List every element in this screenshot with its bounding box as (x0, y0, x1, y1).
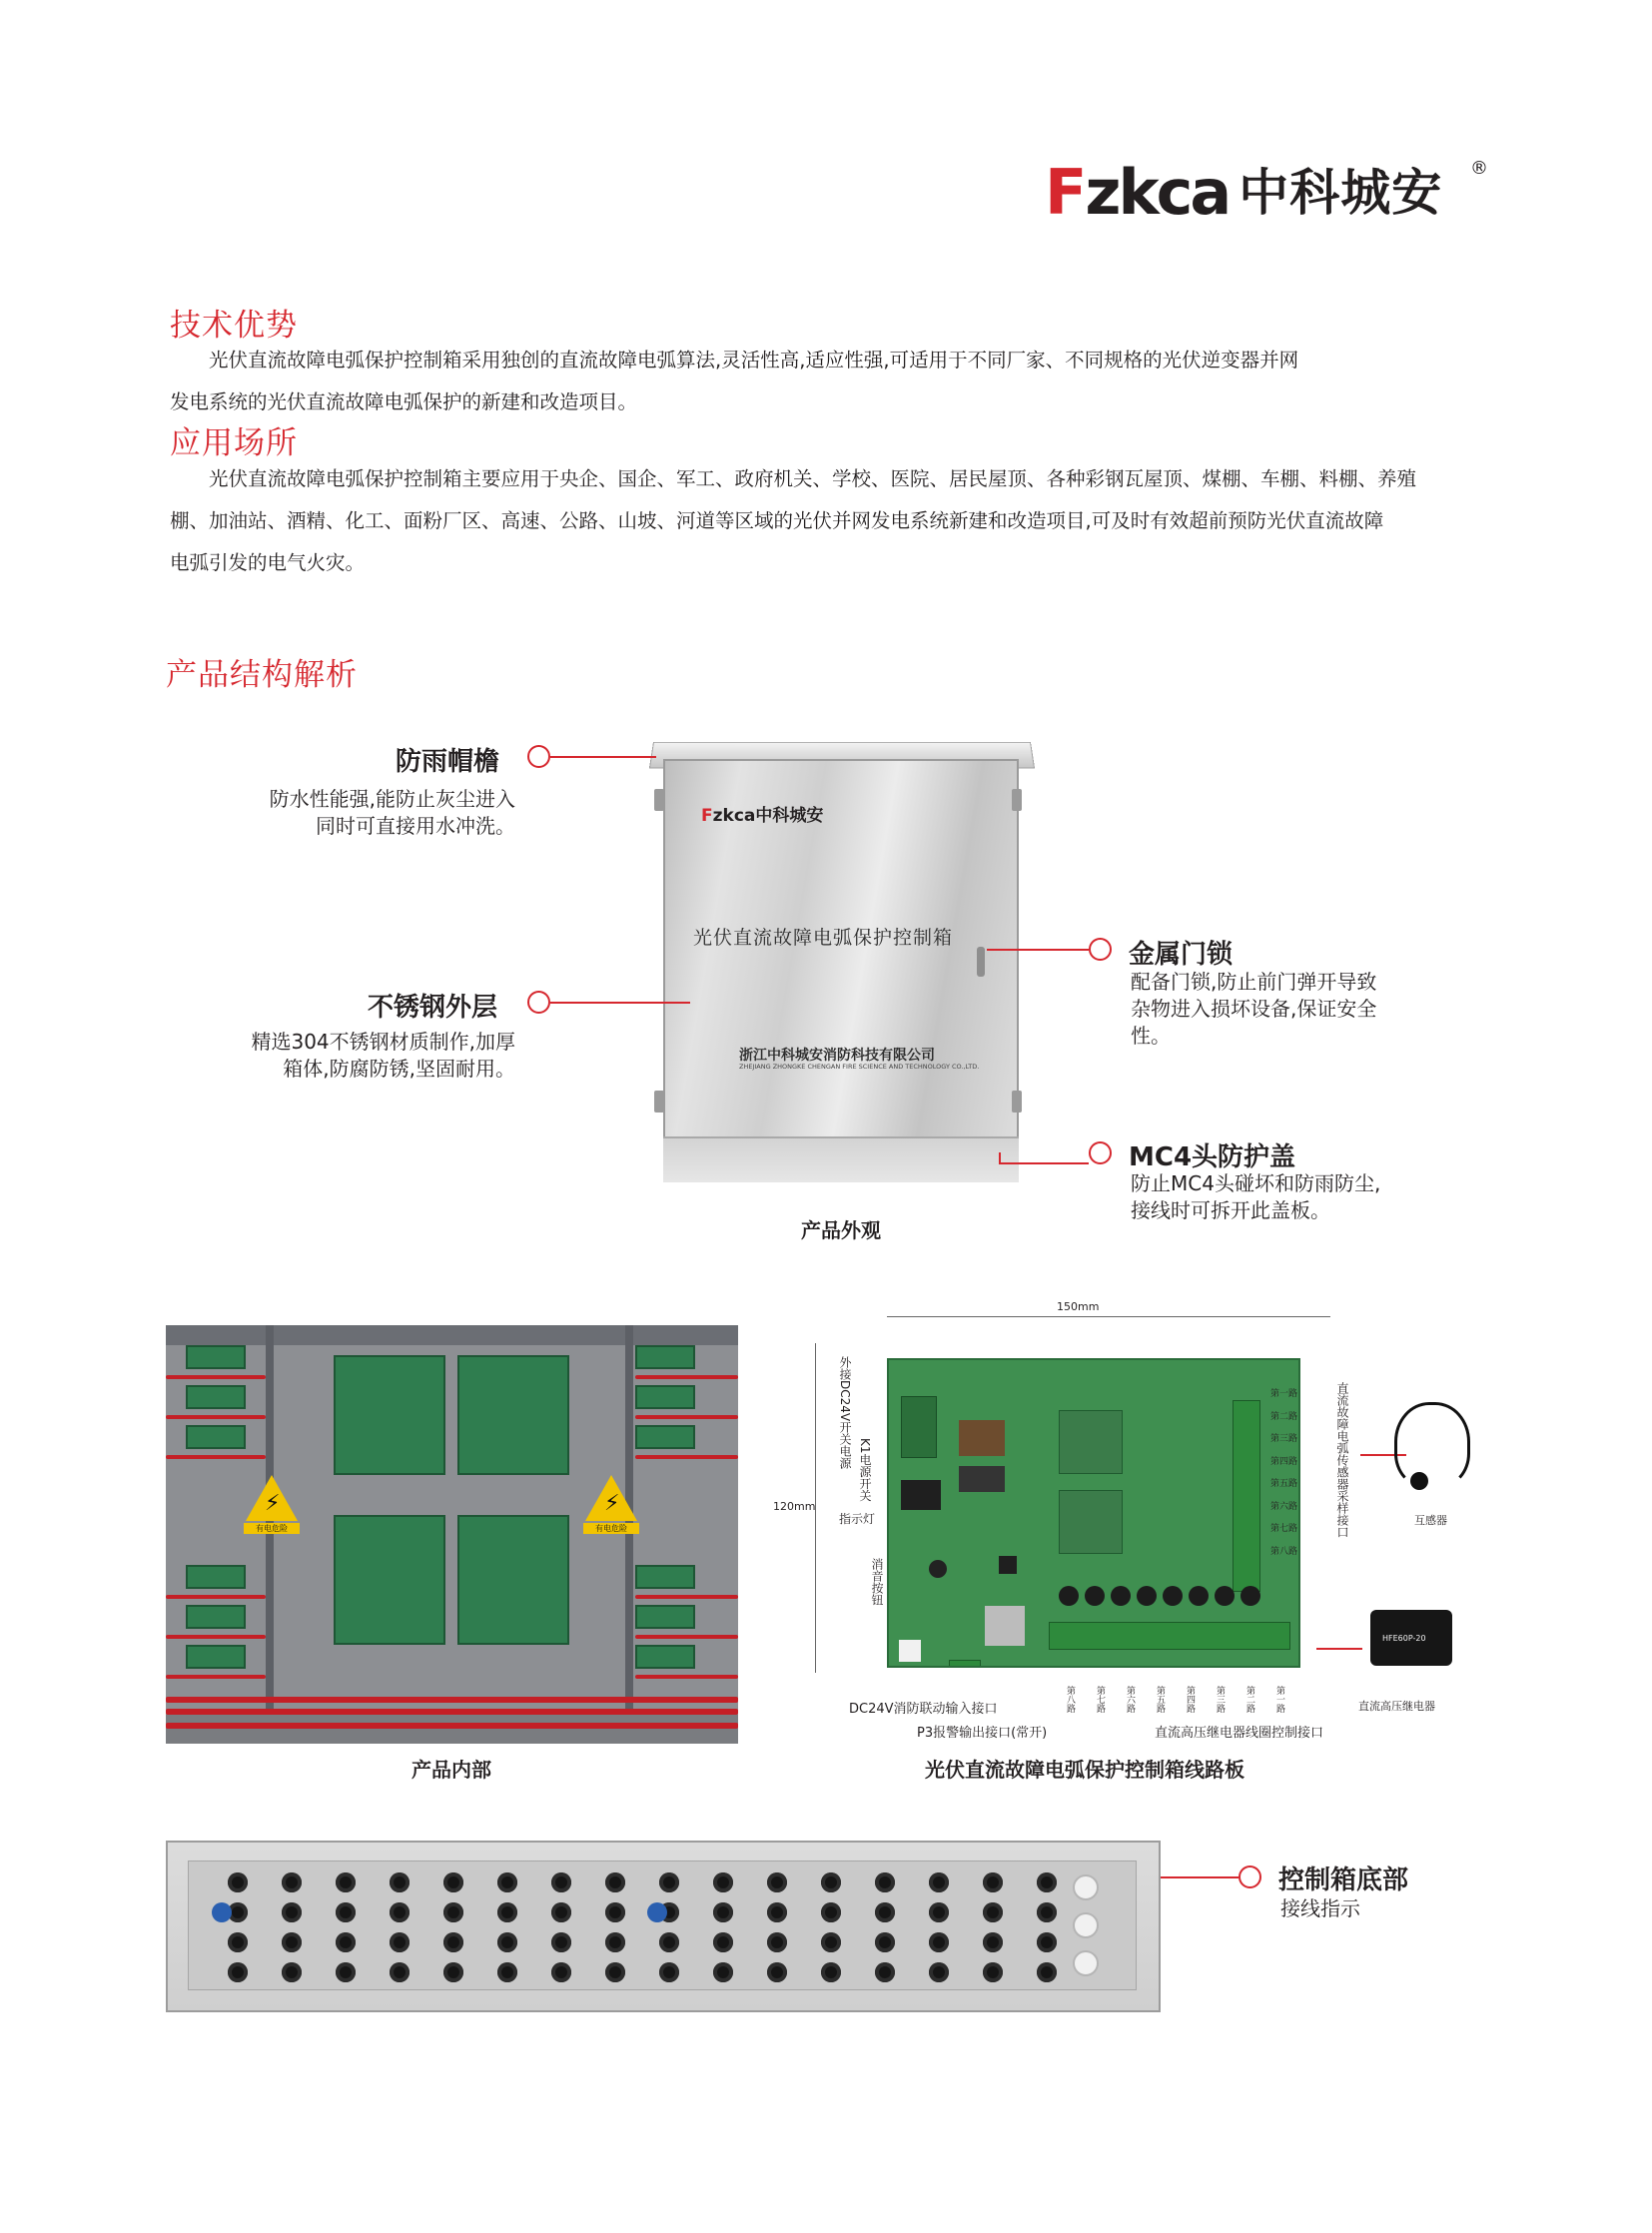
mc4-connector (1037, 1932, 1057, 1952)
channel-labels-bottom (1051, 1686, 1286, 1713)
mc4-connector (1037, 1902, 1057, 1922)
callout-door-lock-line (987, 949, 1089, 951)
hv-relay-label: 直流高压继电器 (1358, 1700, 1435, 1713)
cabinet-mc4-cover (663, 1136, 1019, 1182)
advantages-line-2: 发电系统的光伏直流故障电弧保护的新建和改造项目。 (170, 390, 638, 413)
transformer-sensor (1410, 1472, 1428, 1490)
advantages-line-1: 光伏直流故障电弧保护控制箱采用独创的直流故障电弧算法,灵活性高,适应性强,可适用于不同厂家、不同规格的光伏逆变器并网 (209, 349, 1299, 372)
channel-label: 第七路 (1095, 1686, 1105, 1713)
mc4-connector (605, 1932, 625, 1952)
callout-bottom-title: 控制箱底部 (1278, 1865, 1409, 1895)
mc4-connector (443, 1872, 463, 1892)
mc4-connector (1037, 1872, 1057, 1892)
callout-bottom-marker (1239, 1865, 1261, 1888)
mc4-connector (767, 1872, 787, 1892)
registered-mark: ® (1470, 158, 1488, 179)
channel-label: 第六路 (1125, 1686, 1135, 1713)
lightning-icon: ⚡ (265, 1491, 281, 1516)
arrow-hv-relay (1316, 1648, 1362, 1650)
callout-door-lock-desc (1131, 969, 1440, 1050)
relay-interface-label: 直流高压继电器线圈控制接口 (1155, 1726, 1324, 1741)
mc4-connector (983, 1902, 1003, 1922)
callout-desc-line: 性。 (1131, 1024, 1171, 1048)
breather-valve (212, 1902, 232, 1922)
advantages-paragraph (170, 340, 1478, 423)
callout-rain-hood-title: 防雨帽檐 (396, 747, 500, 777)
channel-label: 第二路 (1244, 1686, 1254, 1713)
heading-applications: 应用场所 (170, 425, 298, 461)
mc4-connector (821, 1932, 841, 1952)
mc4-connector (875, 1962, 895, 1982)
mc4-connector (497, 1902, 517, 1922)
channel-label: 第二路 (1270, 1411, 1298, 1422)
callout-mc4-cover-title: MC4头防护盖 (1129, 1142, 1296, 1172)
channel-label: 第四路 (1185, 1686, 1195, 1713)
dc24-input-label: DC24V消防联动输入接口 (849, 1702, 998, 1717)
callout-desc-line: 接线时可拆开此盖板。 (1131, 1198, 1330, 1222)
mc4-connector (551, 1962, 571, 1982)
mc4-connector (821, 1962, 841, 1982)
channel-label: 第一路 (1270, 1389, 1298, 1399)
callout-desc-line: 防水性能强,能防止灰尘进入 (269, 787, 515, 811)
mc4-connector (282, 1932, 302, 1952)
mc4-connector (767, 1902, 787, 1922)
transformer-cable (1394, 1402, 1470, 1488)
applications-line-2: 棚、加油站、酒精、化工、面粉厂区、高速、公路、山坡、河道等区域的光伏并网发电系统新建和改造项目,可及时有效超前预防光伏直流故障 (170, 509, 1384, 532)
cable-gland (1073, 1874, 1099, 1900)
callout-desc-line: 配备门锁,防止前门弹开导致 (1131, 970, 1377, 994)
callout-rain-hood-line (550, 756, 656, 758)
circuit-board (887, 1358, 1300, 1668)
logo-mark-f: F (1045, 156, 1086, 229)
callout-steel-shell-title: 不锈钢外层 (368, 993, 498, 1023)
mc4-connector (282, 1902, 302, 1922)
mc4-connector (605, 1872, 625, 1892)
logo-chinese-name: 中科城安 (1239, 164, 1443, 222)
callout-desc-line: 杂物进入损坏设备,保证安全 (1131, 997, 1377, 1021)
mute-button-label: 消音按钮 (870, 1558, 884, 1606)
hinge (654, 789, 664, 811)
mc4-connector (336, 1932, 356, 1952)
callout-bottom-line (1161, 1876, 1239, 1878)
channel-label: 第七路 (1270, 1524, 1298, 1534)
channel-label: 第八路 (1065, 1686, 1075, 1713)
cable-gland (1073, 1912, 1099, 1938)
mc4-connector (443, 1932, 463, 1952)
callout-desc-line: 精选304不锈钢材质制作,加厚 (251, 1030, 515, 1054)
channel-label: 第三路 (1270, 1434, 1298, 1444)
hv-relay-model: HFE60P-20 (1382, 1634, 1426, 1643)
mc4-connector (605, 1962, 625, 1982)
heading-advantages: 技术优势 (170, 308, 298, 344)
warn-label: 有电危险 (244, 1523, 300, 1534)
mc4-connector (228, 1962, 248, 1982)
channel-label: 第六路 (1270, 1501, 1298, 1512)
callout-mc4-cover-line (999, 1162, 1089, 1164)
hinge (1012, 789, 1022, 811)
mc4-connector (767, 1932, 787, 1952)
mc4-connector (443, 1902, 463, 1922)
mc4-connector (497, 1872, 517, 1892)
mc4-connector (605, 1902, 625, 1922)
warn-label: 有电危险 (583, 1523, 639, 1534)
mc4-connector (713, 1902, 733, 1922)
callout-mc4-cover-tick (999, 1152, 1001, 1162)
applications-line-3: 电弧引发的电气火灾。 (170, 551, 366, 574)
callout-desc-line: 同时可直接用水冲洗。 (316, 814, 515, 838)
mc4-connector (929, 1932, 949, 1952)
callout-steel-shell-desc (206, 1029, 515, 1083)
door-lock-handle (977, 947, 985, 977)
p3-alarm-label: P3报警输出接口(常开) (917, 1726, 1048, 1741)
callout-bottom-desc (1280, 1895, 1360, 1922)
callout-steel-shell-line (550, 1002, 690, 1004)
caption-board: 光伏直流故障电弧保护控制箱线路板 (925, 1758, 1244, 1782)
mc4-connector (336, 1962, 356, 1982)
mc4-connector (390, 1962, 410, 1982)
mc4-connector (282, 1962, 302, 1982)
callout-mc4-cover-desc (1131, 1170, 1460, 1224)
width-dimension-line (887, 1316, 1330, 1317)
transformer-label: 互感器 (1414, 1514, 1447, 1527)
k1-switch-label: K1电源开关 (858, 1438, 872, 1502)
mc4-connector (551, 1902, 571, 1922)
callout-door-lock-title: 金属门锁 (1129, 940, 1234, 970)
mc4-connector (875, 1902, 895, 1922)
interior-photo (166, 1325, 738, 1744)
channel-label: 第四路 (1270, 1456, 1298, 1467)
ext-power-label: 外接DC24V开关电源 (838, 1356, 852, 1470)
mc4-connector (659, 1962, 679, 1982)
mc4-connector (228, 1932, 248, 1952)
mc4-connector (551, 1872, 571, 1892)
channel-label: 第五路 (1155, 1686, 1165, 1713)
mc4-connector (497, 1932, 517, 1952)
mc4-connector (713, 1932, 733, 1952)
channel-label: 第八路 (1270, 1546, 1298, 1557)
hinge (1012, 1091, 1022, 1113)
mc4-connector (282, 1872, 302, 1892)
cabinet-logo-f: F (701, 806, 713, 826)
channel-label: 第一路 (1274, 1686, 1284, 1713)
mc4-connector (929, 1872, 949, 1892)
mc4-connector (983, 1872, 1003, 1892)
caption-appearance: 产品外观 (801, 1218, 881, 1242)
mc4-connector (659, 1932, 679, 1952)
mc4-connector (821, 1902, 841, 1922)
cabinet-company: 浙江中科城安消防科技有限公司 (739, 1048, 935, 1064)
callout-door-lock-marker (1089, 938, 1112, 961)
callout-mc4-cover-marker (1089, 1141, 1112, 1164)
mc4-connector (821, 1872, 841, 1892)
mc4-connector (983, 1932, 1003, 1952)
indicator-label: 指示灯 (839, 1512, 876, 1526)
callout-desc-line: 防止MC4头碰坏和防雨防尘, (1131, 1171, 1381, 1195)
mc4-connector (929, 1962, 949, 1982)
mc4-connector (875, 1932, 895, 1952)
caption-interior: 产品内部 (412, 1758, 491, 1782)
cabinet-logo (701, 801, 823, 826)
channel-label: 第三路 (1215, 1686, 1225, 1713)
lightning-icon: ⚡ (604, 1491, 620, 1516)
heading-structure: 产品结构解析 (166, 657, 358, 693)
box-bottom-panel (166, 1841, 1161, 2012)
callout-desc-line: 箱体,防腐防锈,坚固耐用。 (283, 1057, 515, 1081)
mc4-connector (713, 1962, 733, 1982)
mc4-connector (551, 1932, 571, 1952)
channel-label: 第五路 (1270, 1479, 1298, 1489)
mc4-connector (336, 1902, 356, 1922)
mc4-connector (659, 1872, 679, 1892)
logo-mark-zkca: zkca (1085, 156, 1230, 229)
mc4-connector (390, 1902, 410, 1922)
width-label: 150mm (1057, 1300, 1100, 1313)
callout-steel-shell-marker (527, 991, 550, 1014)
mc4-connector (1037, 1962, 1057, 1982)
callout-desc-line: 接线指示 (1280, 1896, 1360, 1920)
mc4-connector (390, 1872, 410, 1892)
mc4-connector (929, 1902, 949, 1922)
mc4-connector (497, 1962, 517, 1982)
channel-labels-right (1270, 1383, 1297, 1563)
cabinet-company-en: ZHEJIANG ZHONGKE CHENGAN FIRE SCIENCE AND TECHNOLOGY CO.,LTD. (739, 1063, 980, 1071)
applications-line-1: 光伏直流故障电弧保护控制箱主要应用于央企、国企、军工、政府机关、学校、医院、居民屋顶、各种彩钢瓦屋顶、煤棚、车棚、料棚、养殖 (209, 467, 1417, 490)
cable-gland (1073, 1950, 1099, 1976)
sensor-interface-label: 直流故障电弧传感器采样接口 (1335, 1382, 1349, 1538)
brand-logo (1045, 158, 1494, 228)
mc4-connector (875, 1872, 895, 1892)
callout-rain-hood-desc (226, 786, 515, 840)
mc4-connector (713, 1872, 733, 1892)
mc4-connector (983, 1962, 1003, 1982)
hinge (654, 1091, 664, 1113)
callout-rain-hood-marker (527, 745, 550, 768)
mc4-connector (767, 1962, 787, 1982)
breather-valve (647, 1902, 667, 1922)
cabinet-title: 光伏直流故障电弧保护控制箱 (693, 927, 954, 949)
mc4-connector (443, 1962, 463, 1982)
cabinet-logo-rest: zkca中科城安 (712, 806, 824, 826)
mc4-connector (336, 1872, 356, 1892)
mc4-connector (228, 1872, 248, 1892)
height-label: 120mm (773, 1500, 816, 1513)
mc4-connector (390, 1932, 410, 1952)
applications-paragraph (170, 458, 1478, 584)
